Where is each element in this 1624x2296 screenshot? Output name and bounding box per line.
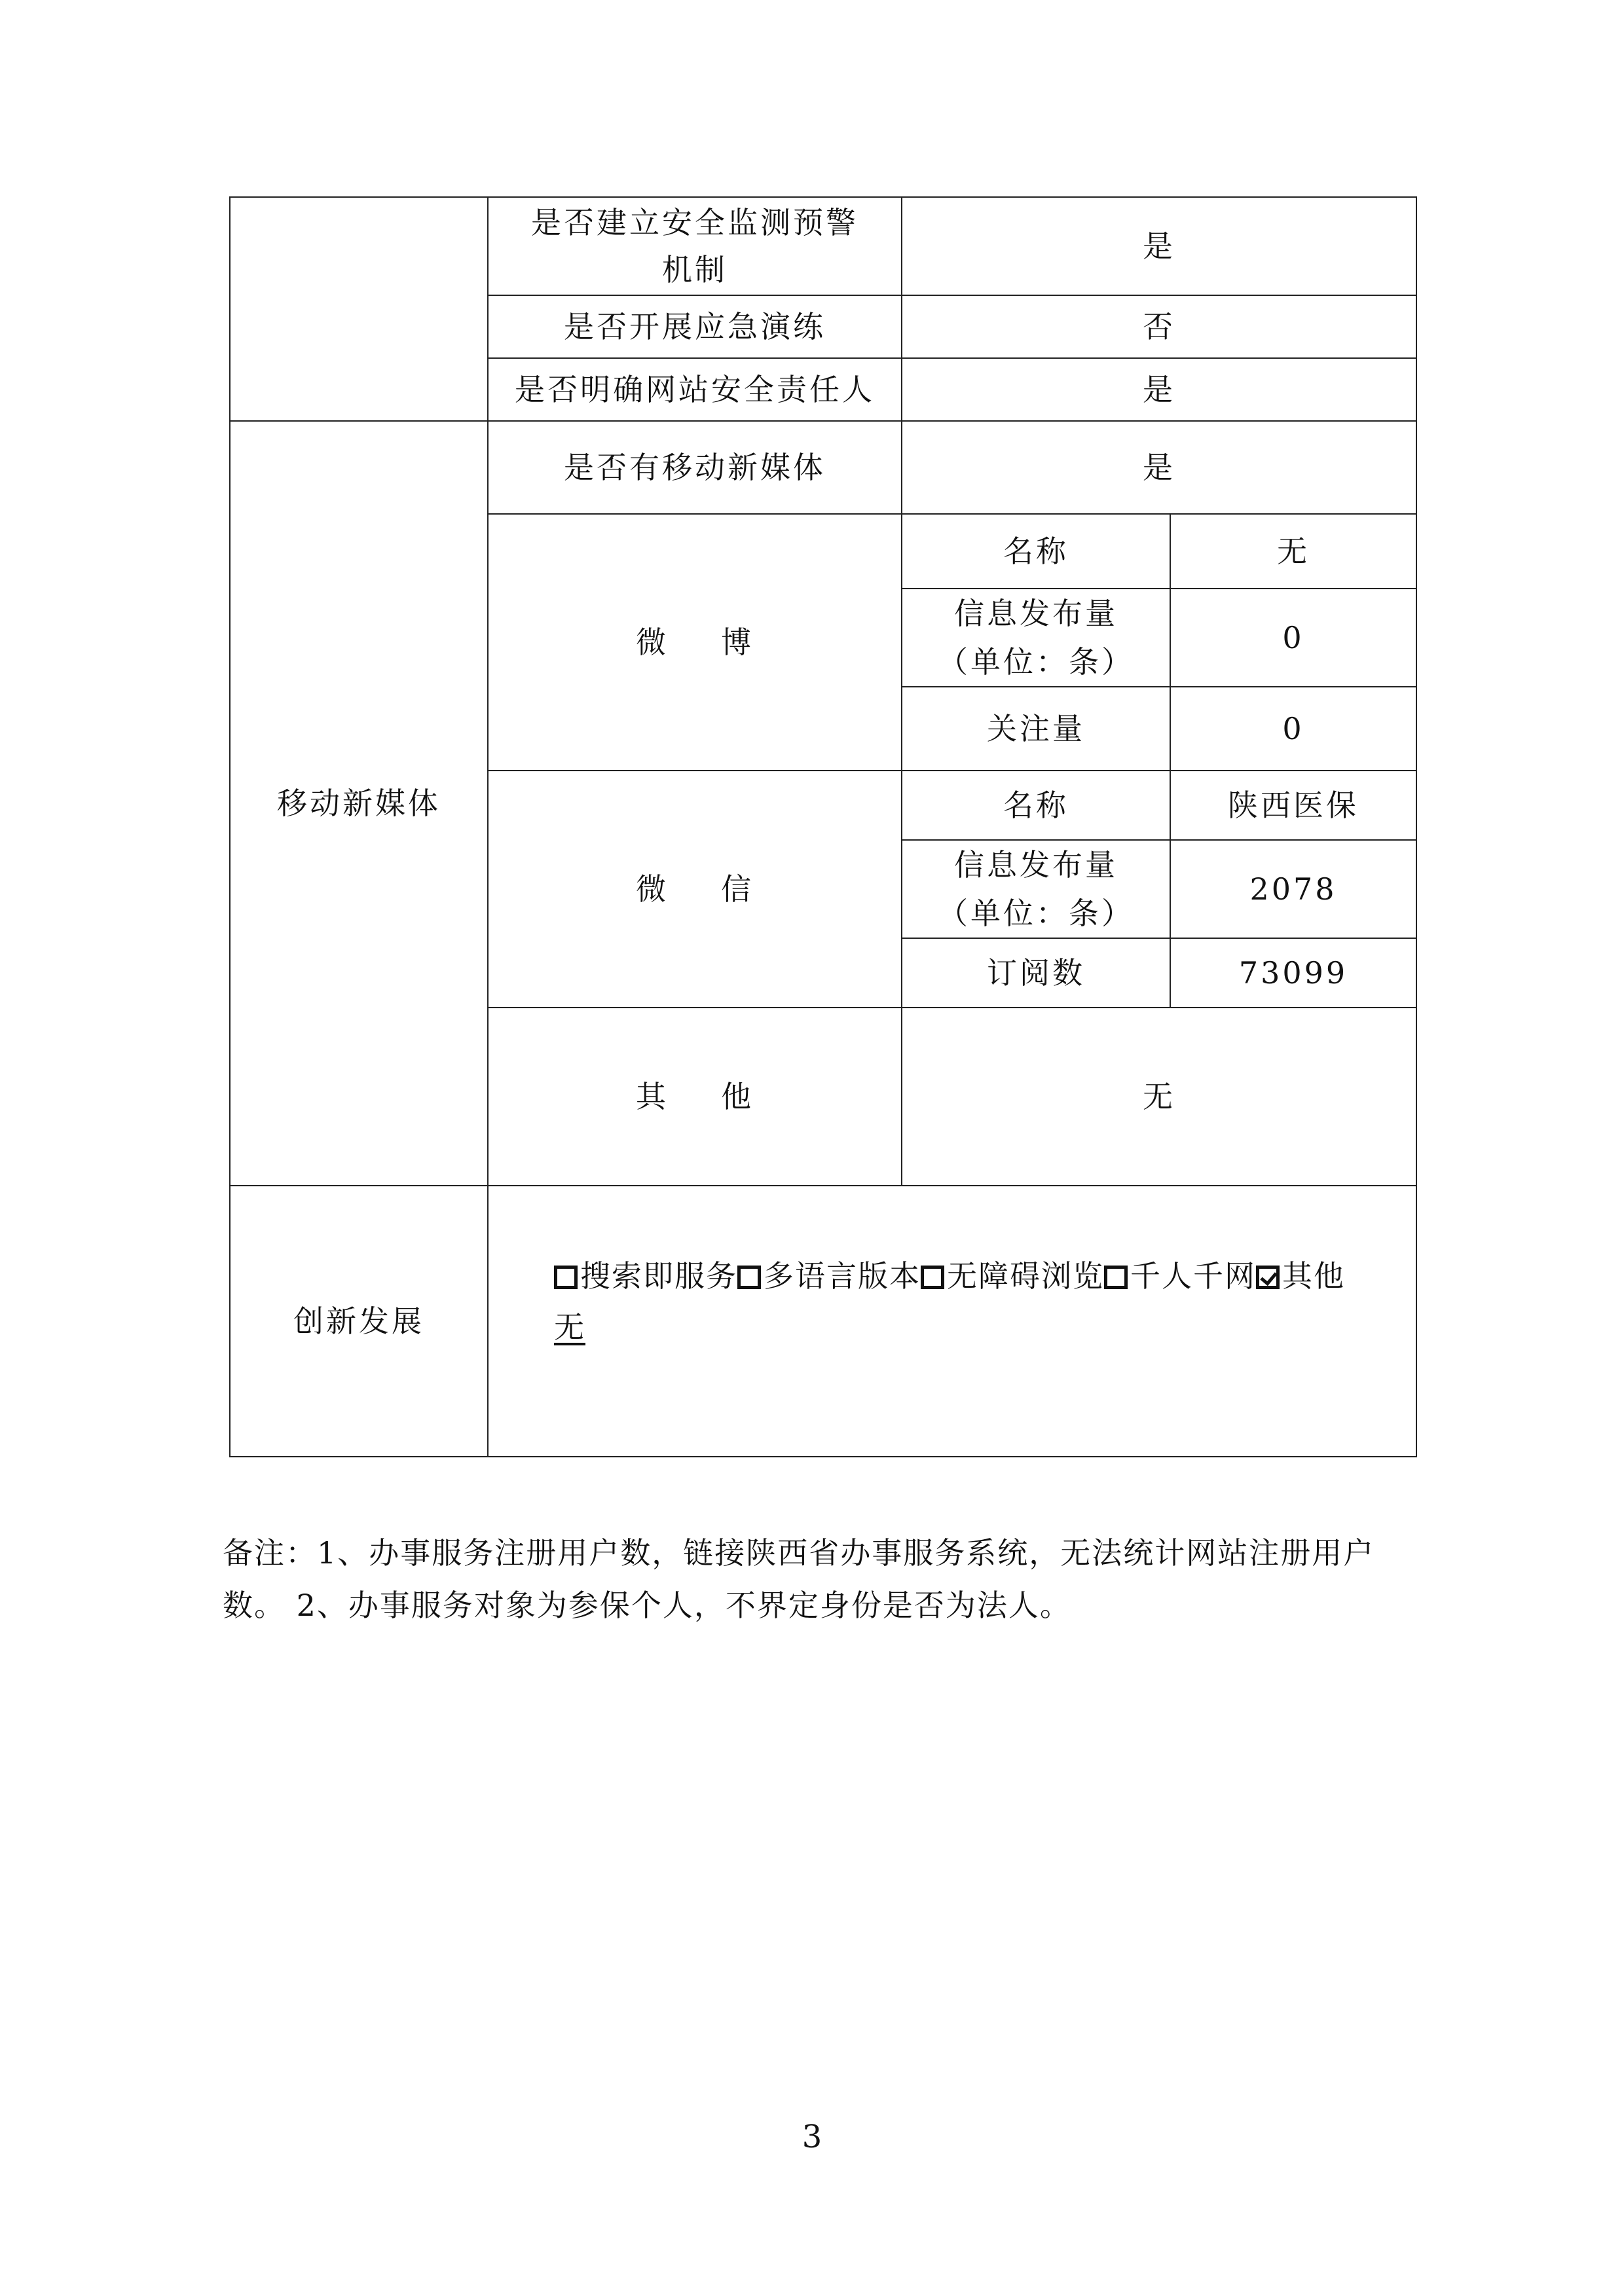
page-number: 3 xyxy=(802,2119,822,2155)
row-label-drill: 是否开展应急演练 xyxy=(488,295,902,358)
row-label-monitoring: 是否建立安全监测预警 机制 xyxy=(488,197,902,295)
row-value-monitoring: 是 xyxy=(902,197,1416,295)
wechat-name-label: 名称 xyxy=(902,771,1170,840)
wechat-count-value: 2078 xyxy=(1170,840,1416,938)
option-other: 其他 xyxy=(1282,1258,1345,1294)
checkbox-unchecked-icon[interactable] xyxy=(1104,1266,1128,1289)
footnote: 备注：1、办事服务注册用户数，链接陕西省办事服务系统，无法统计网站注册用户数。 2、办事服务对象为参保个人，不界定身份是否为法人。 xyxy=(223,1535,1375,1623)
weibo-count-value: 0 xyxy=(1170,589,1416,687)
row-value-has-media: 是 xyxy=(902,421,1416,514)
row-value-drill: 否 xyxy=(902,295,1416,358)
option-multilingual: 多语言版本 xyxy=(764,1258,921,1294)
option-personalized: 千人千网 xyxy=(1130,1258,1256,1294)
report-table xyxy=(229,196,1417,1457)
weibo-name-value: 无 xyxy=(1170,514,1416,589)
section-label-security xyxy=(230,197,488,421)
row-value-responsible: 是 xyxy=(902,358,1416,421)
wechat-subs-value: 73099 xyxy=(1170,938,1416,1008)
weibo-name-label: 名称 xyxy=(902,514,1170,589)
option-accessibility: 无障碍浏览 xyxy=(947,1258,1104,1294)
section-label-mobile-media: 移动新媒体 xyxy=(230,421,488,1186)
checkbox-checked-icon[interactable] xyxy=(1256,1266,1280,1289)
weibo-count-label: 信息发布量 （单位：条） xyxy=(902,589,1170,687)
option-other-value: 无 xyxy=(554,1309,585,1345)
wechat-name-value: 陕西医保 xyxy=(1170,771,1416,840)
checkbox-unchecked-icon[interactable] xyxy=(554,1266,578,1289)
weibo-follow-value: 0 xyxy=(1170,687,1416,771)
section-label-innovation: 创新发展 xyxy=(230,1186,488,1457)
innovation-options xyxy=(488,1186,1416,1457)
other-media-value: 无 xyxy=(902,1008,1416,1186)
checkbox-unchecked-icon[interactable] xyxy=(737,1266,761,1289)
checkbox-unchecked-icon[interactable] xyxy=(921,1266,944,1289)
wechat-count-label: 信息发布量 （单位：条） xyxy=(902,840,1170,938)
row-label-has-media: 是否有移动新媒体 xyxy=(488,421,902,514)
row-label-responsible: 是否明确网站安全责任人 xyxy=(488,358,902,421)
weibo-follow-label: 关注量 xyxy=(902,687,1170,771)
weibo-label: 微 博 xyxy=(488,514,902,771)
other-media-label: 其 他 xyxy=(488,1008,902,1186)
option-search-service: 搜索即服务 xyxy=(580,1258,737,1294)
wechat-subs-label: 订阅数 xyxy=(902,938,1170,1008)
wechat-label: 微 信 xyxy=(488,771,902,1008)
